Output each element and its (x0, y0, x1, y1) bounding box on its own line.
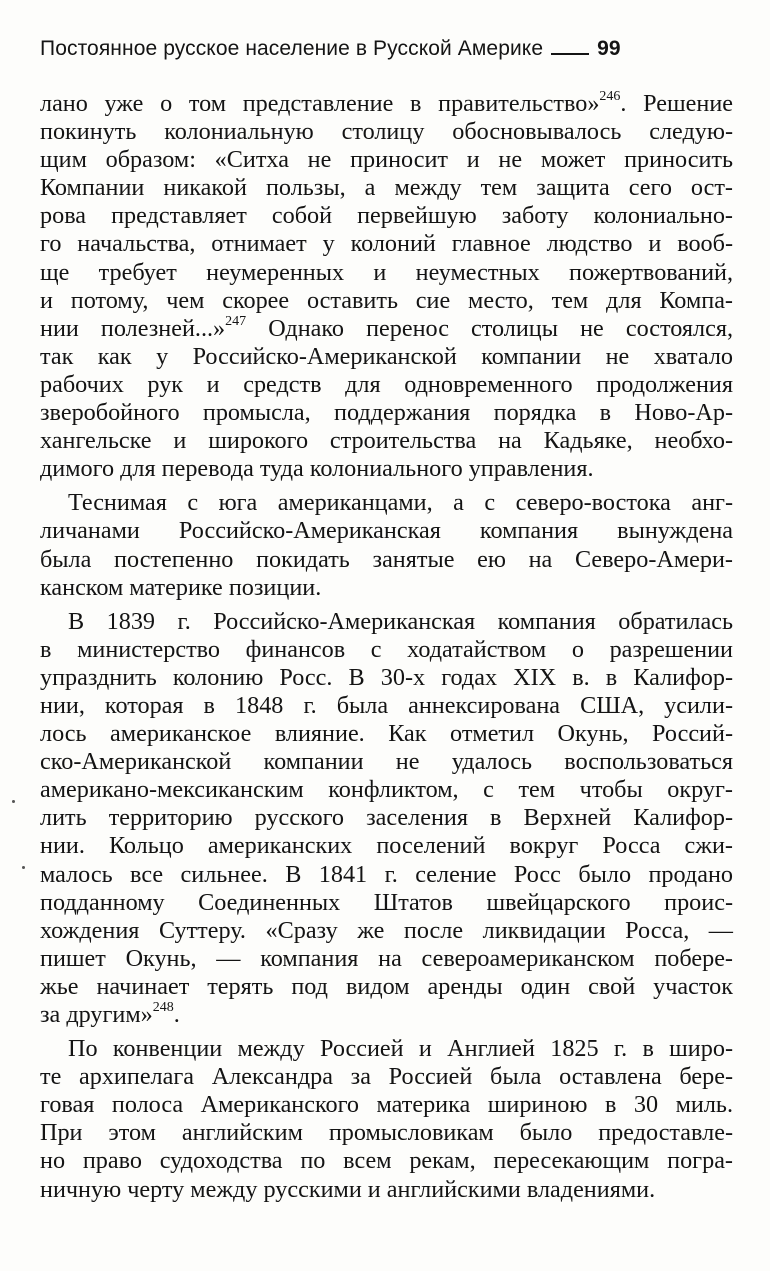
text-line: пишет Окунь, — компания на североамериканском побере- (40, 944, 733, 972)
text-line: но право судоходства по всем рекам, пересекающим погра- (40, 1147, 733, 1175)
text-line: жье начинает терять под видом аренды один свой участок (40, 972, 733, 1000)
line-text: лано уже о том представление в правительство» (40, 90, 600, 117)
paragraph-2 (40, 489, 733, 601)
text-line: ще требует неумеренных и неуместных пожертвований, (40, 258, 733, 286)
text-line: американо-мексиканским конфликтом, с тем чтобы округ- (40, 776, 733, 804)
text-line: рабочих рук и средств для одновременного продолжения (40, 370, 733, 398)
text-line: хождения Суттеру. «Сразу же после ликвидации Росса, — (40, 916, 733, 944)
paragraph-4 (40, 1035, 733, 1204)
text-line: хангельске и широкого строительства на Кадьяке, необхо- (40, 427, 733, 455)
footnote-ref-248[interactable]: 248 (152, 999, 174, 1015)
text-line: зверобойного промысла, поддержания порядка в Ново-Ар- (40, 399, 733, 427)
text-line: нии, которая в 1848 г. была аннексирована США, усили- (40, 691, 733, 719)
line-text: . (173, 1001, 180, 1028)
text-line (40, 1001, 733, 1029)
footnote-ref-247[interactable]: 247 (225, 313, 247, 329)
text-line (40, 315, 733, 343)
running-header-title: Постоянное русское население в Русской Америке (40, 37, 544, 60)
line-text: . Решение (620, 90, 733, 117)
text-line: те архипелага Александра за Россией была оставлена бере- (40, 1063, 733, 1091)
text-line: щим образом: «Ситха не приносит и не может приносить (40, 146, 733, 174)
text-line: димого для перевода туда колониального управления. (40, 455, 594, 483)
text-line: лось американское влияние. Как отметил Окунь, Россий- (40, 720, 733, 748)
page-body (40, 90, 733, 1204)
text-line: в министерство финансов с ходатайством о разрешении (40, 635, 733, 663)
page-number: 99 (597, 37, 621, 60)
running-header (40, 34, 740, 64)
text-line: покинуть колониальную столицу обосновывалось следую- (40, 118, 733, 146)
scan-speck (12, 800, 15, 803)
text-line: лить территорию русского заселения в Верхней Калифор- (40, 804, 733, 832)
paragraph-3 (40, 608, 733, 1029)
line-text: Однако перенос столицы не состоялся, (246, 314, 733, 342)
paragraph-1 (40, 90, 733, 483)
text-line: рова представляет собой первейшую заботу колониально- (40, 202, 733, 230)
scan-speck (22, 866, 25, 869)
text-line: В 1839 г. Российско-Американская компания обратилась (68, 607, 733, 635)
text-line: ничную черту между русскими и английскими владениями. (40, 1175, 656, 1203)
line-text: нии полезней...» (40, 314, 226, 342)
text-line: Компании никакой пользы, а между тем защита сего ост- (40, 174, 733, 202)
text-line: При этом английским промысловикам было предоставле- (40, 1119, 733, 1147)
text-line: подданному Соединенных Штатов швейцарского проис- (40, 888, 733, 916)
text-line: По конвенции между Россией и Англией 1825 г. в широ- (68, 1035, 733, 1063)
text-line: личанами Российско-Американская компания вынуждена (40, 517, 733, 545)
text-line (40, 90, 733, 118)
line-text: за другим» (40, 1001, 153, 1028)
text-line: Теснимая с юга американцами, а с северо-востока анг- (68, 489, 733, 517)
header-rule (551, 53, 589, 55)
text-line: нии. Кольцо американских поселений вокруг Росса сжи- (40, 832, 733, 860)
text-line: упразднить колонию Росс. В 30-х годах XIX в. в Калифор- (40, 663, 733, 691)
text-line: так как у Российско-Американской компании не хватало (40, 342, 733, 370)
text-line: канском материке позиции. (40, 573, 322, 601)
text-line: малось все сильнее. В 1841 г. селение Росс было продано (40, 860, 733, 888)
text-line: говая полоса Американского материка шириною в 30 миль. (40, 1091, 733, 1119)
footnote-ref-246[interactable]: 246 (599, 88, 621, 104)
text-line: ско-Американской компании не удалось воспользоваться (40, 748, 733, 776)
text-line: была постепенно покидать занятые ею на Северо-Амери- (40, 545, 733, 573)
text-line: и потому, чем скорее оставить сие место, тем для Компа- (40, 286, 733, 314)
text-line: го начальства, отнимает у колоний главное людство и вооб- (40, 230, 733, 258)
